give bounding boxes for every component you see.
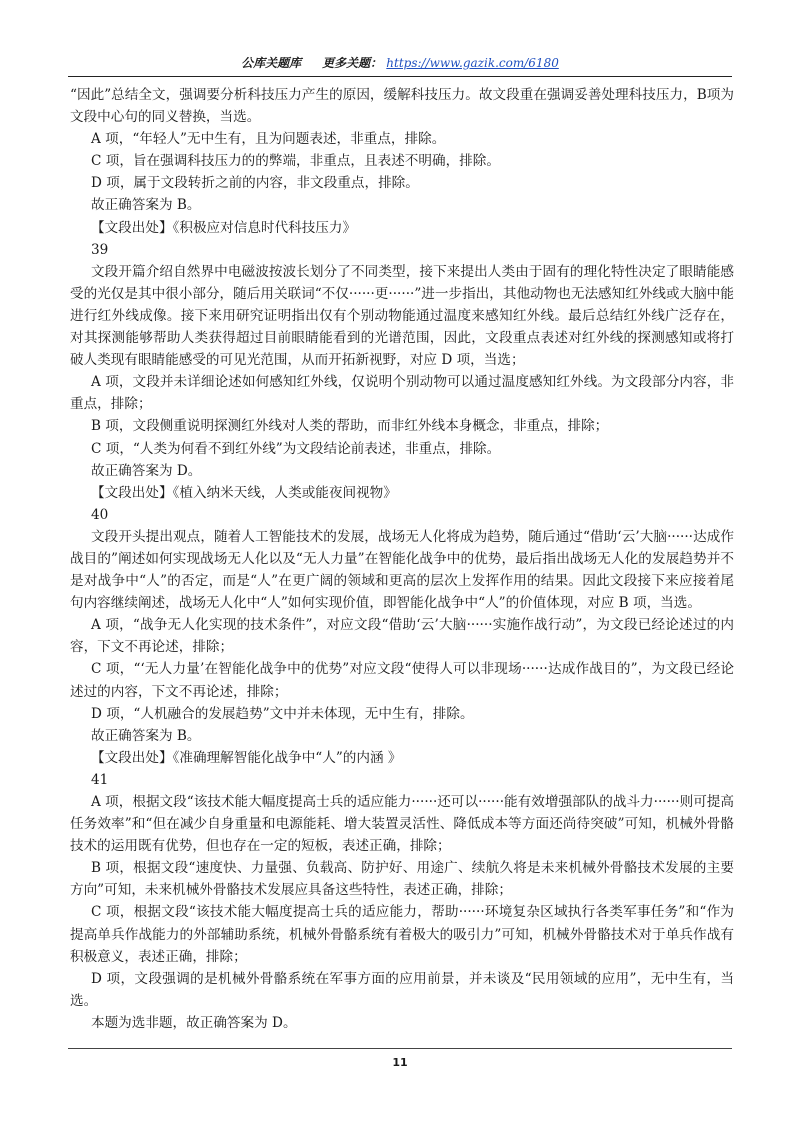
paragraph: A 项，根据文段“该技术能大幅度提高士兵的适应能力······还可以······能有效增强部队的战斗力······则可提高任务效率”和“但在减少自身重量和电源能耗、增大装置灵活性、降低成本等方面还尚待突破”可知，机械外骨骼技术的运用既有优势，但也存在一定的短板，表述正确，排除； (70, 794, 734, 855)
header-left-label: 公库关题库 (241, 56, 302, 70)
paragraph: 【文段出处】《准确理解智能化战争中“人”的内涵 》 (91, 749, 402, 766)
paragraph: A 项，“战争无人化实现的技术条件”，对应文段“借助‘云’大脑······实施作战行动”，为文段已经论述过的内容，下文不再论述，排除； (70, 617, 734, 656)
paragraph: C 项，旨在强调科技压力的的弊端，非重点，且表述不明确，排除。 (91, 153, 500, 170)
paragraph: D 项，文段强调的是机械外骨骼系统在军事方面的应用前景，并未谈及“民用领域的应用”，无中生有，当选。 (70, 970, 734, 1009)
header-divider (68, 76, 732, 77)
paragraph: 41 (91, 771, 109, 788)
paragraph: A 项，文段并未详细论述如何感知红外线，仅说明个别动物可以通过温度感知红外线。为文段部分内容，非重点，排除； (70, 374, 734, 413)
paragraph: C 项，“‘无人力量’在智能化战争中的优势”对应文段“使得人可以非现场······达成作战目的”，为文段已经论述过的内容，下文不再论述，排除； (70, 661, 734, 700)
paragraph: “因此”总结全文，强调要分析科技压力产生的原因，缓解科技压力。故文段重在强调妥善处理科技压力，B项为文段中心句的同义替换，当选。 (70, 87, 734, 126)
paragraph: 故正确答案为 D。 (91, 462, 202, 479)
page-number: 11 (392, 1056, 408, 1069)
document-body (70, 84, 734, 1034)
paragraph: B 项，文段侧重说明探测红外线对人类的帮助，而非红外线本身概念，非重点，排除； (91, 418, 609, 435)
paragraph: 40 (91, 506, 109, 523)
footer-divider (68, 1048, 732, 1049)
header-link[interactable]: https://www.gazik.com/6180 (386, 56, 559, 70)
paragraph: 39 (91, 241, 109, 258)
paragraph: C 项，“人类为何看不到红外线”为文段结论前表述，非重点，排除。 (91, 440, 501, 457)
paragraph: 文段开头提出观点，随着人工智能技术的发展，战场无人化将成为趋势，随后通过“借助‘云’大脑······达成作战目的”阐述如何实现战场无人化以及“无人力量”在智能化战争中的优势，最后指出战场无人化的发展趋势并不是对战争中“人”的否定，而是“人”在更广阔的领域和更高的层次上发挥作用的结果。因此文段接下来应接着尾句内容继续阐述，战场无人化中“人”如何实现价值，即智能化战争中“人”的价值体现，对应 B 项，当选。 (70, 528, 734, 612)
paragraph: 本题为选非题，故正确答案为 D。 (91, 1014, 297, 1031)
paragraph: 故正确答案为 B。 (91, 197, 201, 214)
paragraph: 故正确答案为 B。 (91, 727, 201, 744)
paragraph: B 项，根据文段“速度快、力量强、负载高、防护好、用途广、续航久将是未来机械外骨骼技术发展的主要方向”可知，未来机械外骨骼技术发展应具备这些特性，表述正确，排除； (70, 860, 734, 899)
paragraph: C 项，根据文段“该技术能大幅度提高士兵的适应能力，帮助······环境复杂区域执行各类军事任务”和“作为提高单兵作战能力的外部辅助系统，机械外骨骼系统有着极大的吸引力”可知，机械外骨骼技术对于单兵作战有积极意义，表述正确，排除； (70, 904, 734, 965)
paragraph: A 项，“年轻人”无中生有，且为问题表述，非重点，排除。 (91, 131, 446, 148)
page-header (68, 54, 732, 74)
paragraph: 【文段出处】《植入纳米天线，人类或能夜间视物》 (91, 484, 397, 501)
paragraph: 【文段出处】《积极应对信息时代科技压力》 (91, 219, 357, 236)
paragraph: D 项，“人机融合的发展趋势”文中并未体现，无中生有，排除。 (91, 705, 474, 722)
header-mid-label: 更多关题： (322, 56, 383, 70)
paragraph: D 项，属于文段转折之前的内容，非文段重点，排除。 (91, 175, 419, 192)
paragraph: 文段开篇介绍自然界中电磁波按波长划分了不同类型，接下来提出人类由于固有的理化特性决定了眼睛能感受的光仅是其中很小部分，随后用关联词“不仅······更······”进一步指出，其他动物也无法感知红外线或大脑中能进行红外线成像。接下来用研究证明指出仅有个别动物能通过温度来感知红外线。最后总结红外线广泛存在，对其探测能够帮助人类获得超过目前眼睛能看到的光谱范围，因此，文段重点表述对红外线的探测感知或将打破人类现有眼睛能感受的可见光范围，从而开拓新视野，对应 D 项，当选； (70, 263, 734, 369)
